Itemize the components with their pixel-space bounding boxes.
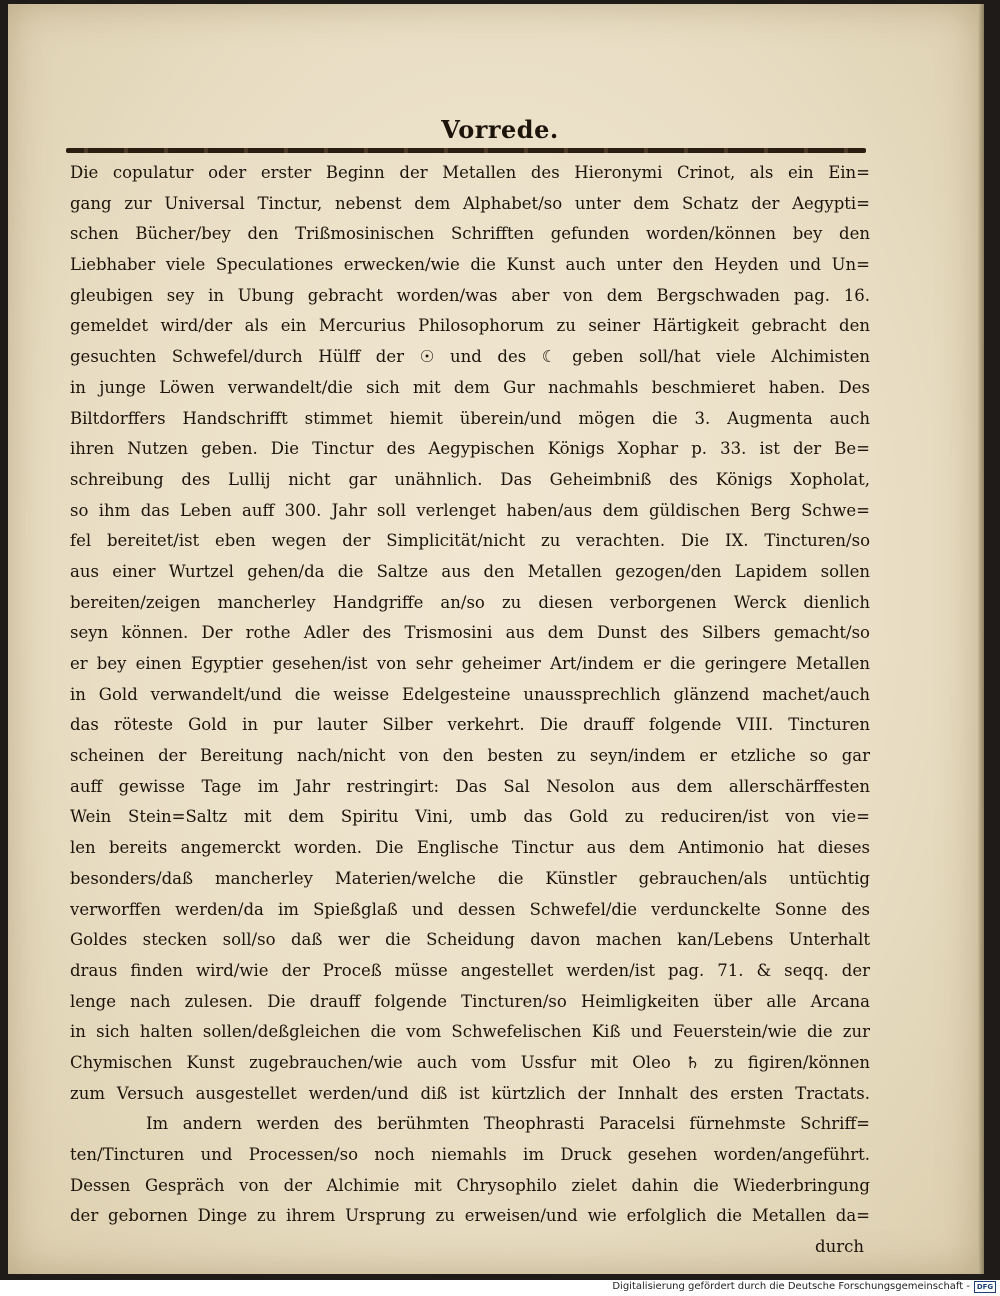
text-line: bereiten/zeigen mancherley Handgriffe an/so zu diesen verborgenen Werck dienlich — [70, 592, 870, 612]
text-line: len bereits angemerckt worden. Die Englische Tinctur aus dem Antimonio hat dieses — [70, 838, 870, 858]
text-line: er bey einen Egyptier gesehen/ist von sehr geheimer Art/indem er die geringere Metallen — [70, 654, 870, 673]
text-line: in junge Löwen verwandelt/die sich mit dem Gur nachmahls beschmieret haben. Des — [70, 377, 870, 397]
body-text — [70, 158, 870, 1263]
page-header: Vorrede. — [441, 115, 559, 144]
text-line: draus finden wird/wie der Proceß müsse angestellet werden/ist pag. 71. & seqq. der — [70, 960, 870, 980]
text-line: Wein Stein=Saltz mit dem Spiritu Vini, umb das Gold zu reduciren/ist von vie= — [70, 807, 870, 827]
text-line: auff gewisse Tage im Jahr restringirt: Das Sal Nesolon aus dem allerschärffesten — [70, 776, 870, 796]
text-line: Die copulatur oder erster Beginn der Metallen des Hieronymi Crinot, als ein Ein= — [70, 163, 870, 182]
text-line: scheinen der Bereitung nach/nicht von den besten zu seyn/indem er etzliche so gar — [70, 746, 870, 766]
header-rule — [66, 148, 866, 153]
text-line: schreibung des Lullij nicht gar unähnlich. Das Geheimbniß des Königs Xopholat, — [70, 469, 870, 489]
text-line: schen Bücher/bey den Trißmosinischen Schrifften gefunden worden/können bey den — [70, 224, 870, 244]
text-line: gang zur Universal Tinctur, nebenst dem Alphabet/so unter dem Schatz der Aegypti= — [70, 193, 870, 213]
text-line: besonders/daß mancherley Materien/welche die Künstler gebrauchen/als untüchtig — [70, 868, 870, 888]
text-line: gemeldet wird/der als ein Mercurius Philosophorum zu seiner Härtigkeit gebracht den — [70, 316, 870, 336]
text-line: zum Versuch ausgestellet werden/und diß ist kürtzlich der Innhalt des ersten Tractats. — [70, 1083, 870, 1103]
text-line: gleubigen sey in Ubung gebracht worden/was aber von dem Bergschwaden pag. 16. — [70, 285, 870, 305]
page-edge — [978, 4, 984, 1274]
text-line: das röteste Gold in pur lauter Silber verkehrt. Die drauff folgende VIII. Tincturen — [70, 715, 870, 735]
text-line: so ihm das Leben auff 300. Jahr soll verlenget haben/aus dem güldischen Berg Schwe= — [70, 500, 870, 520]
text-line: Chymischen Kunst zugebrauchen/wie auch vom Ussfur mit Oleo ♄ zu figiren/können — [70, 1052, 870, 1072]
text-line: lenge nach zulesen. Die drauff folgende Tincturen/so Heimligkeiten über alle Arcana — [70, 991, 870, 1011]
dfg-logo: DFG — [974, 1281, 996, 1293]
text-line: Dessen Gespräch von der Alchimie mit Chrysophilo zielet dahin die Wiederbringung — [70, 1175, 870, 1195]
text-line: der gebornen Dinge zu ihrem Ursprung zu erweisen/und wie erfolglich die Metallen da= — [70, 1206, 870, 1226]
text-line: gesuchten Schwefel/durch Hülff der ☉ und des ☾ geben soll/hat viele Alchimisten — [70, 347, 870, 367]
text-line: in sich halten sollen/deßgleichen die vom Schwefelischen Kiß und Feuerstein/wie die zur — [70, 1022, 870, 1042]
text-line: ten/Tincturen und Processen/so noch niemahls im Druck gesehen worden/angeführt. — [70, 1145, 870, 1164]
text-line: Biltdorffers Handschrifft stimmet hiemit überein/und mögen die 3. Augmenta auch — [70, 408, 870, 428]
funding-notice: Digitalisierung gefördert durch die Deutsche Forschungsgemeinschaft - — [612, 1281, 970, 1292]
footer-bar — [0, 1280, 1000, 1296]
text-line: aus einer Wurtzel gehen/da die Saltze aus den Metallen gezogen/den Lapidem sollen — [70, 561, 870, 581]
text-line: ihren Nutzen geben. Die Tinctur des Aegypischen Königs Xophar p. 33. ist der Be= — [70, 439, 870, 459]
text-line: in Gold verwandelt/und die weisse Edelgesteine unaussprechlich glänzend machet/auch — [70, 684, 870, 704]
text-line: Goldes stecken soll/so daß wer die Scheidung davon machen kan/Lebens Unterhalt — [70, 930, 870, 950]
text-line: seyn können. Der rothe Adler des Trismosini aus dem Dunst des Silbers gemacht/so — [70, 623, 870, 643]
text-line: fel bereitet/ist eben wegen der Simplicität/nicht zu verachten. Die IX. Tincturen/so — [70, 531, 870, 551]
paragraph-start-line: Im andern werden des berühmten Theophrasti Paracelsi fürnehmste Schriff= — [146, 1114, 870, 1134]
text-line: verworffen werden/da im Spießglaß und dessen Schwefel/die verdunckelte Sonne des — [70, 899, 870, 919]
catchword: durch — [815, 1237, 864, 1257]
text-line: Liebhaber viele Speculationes erwecken/wie die Kunst auch unter den Heyden und Un= — [70, 255, 870, 275]
